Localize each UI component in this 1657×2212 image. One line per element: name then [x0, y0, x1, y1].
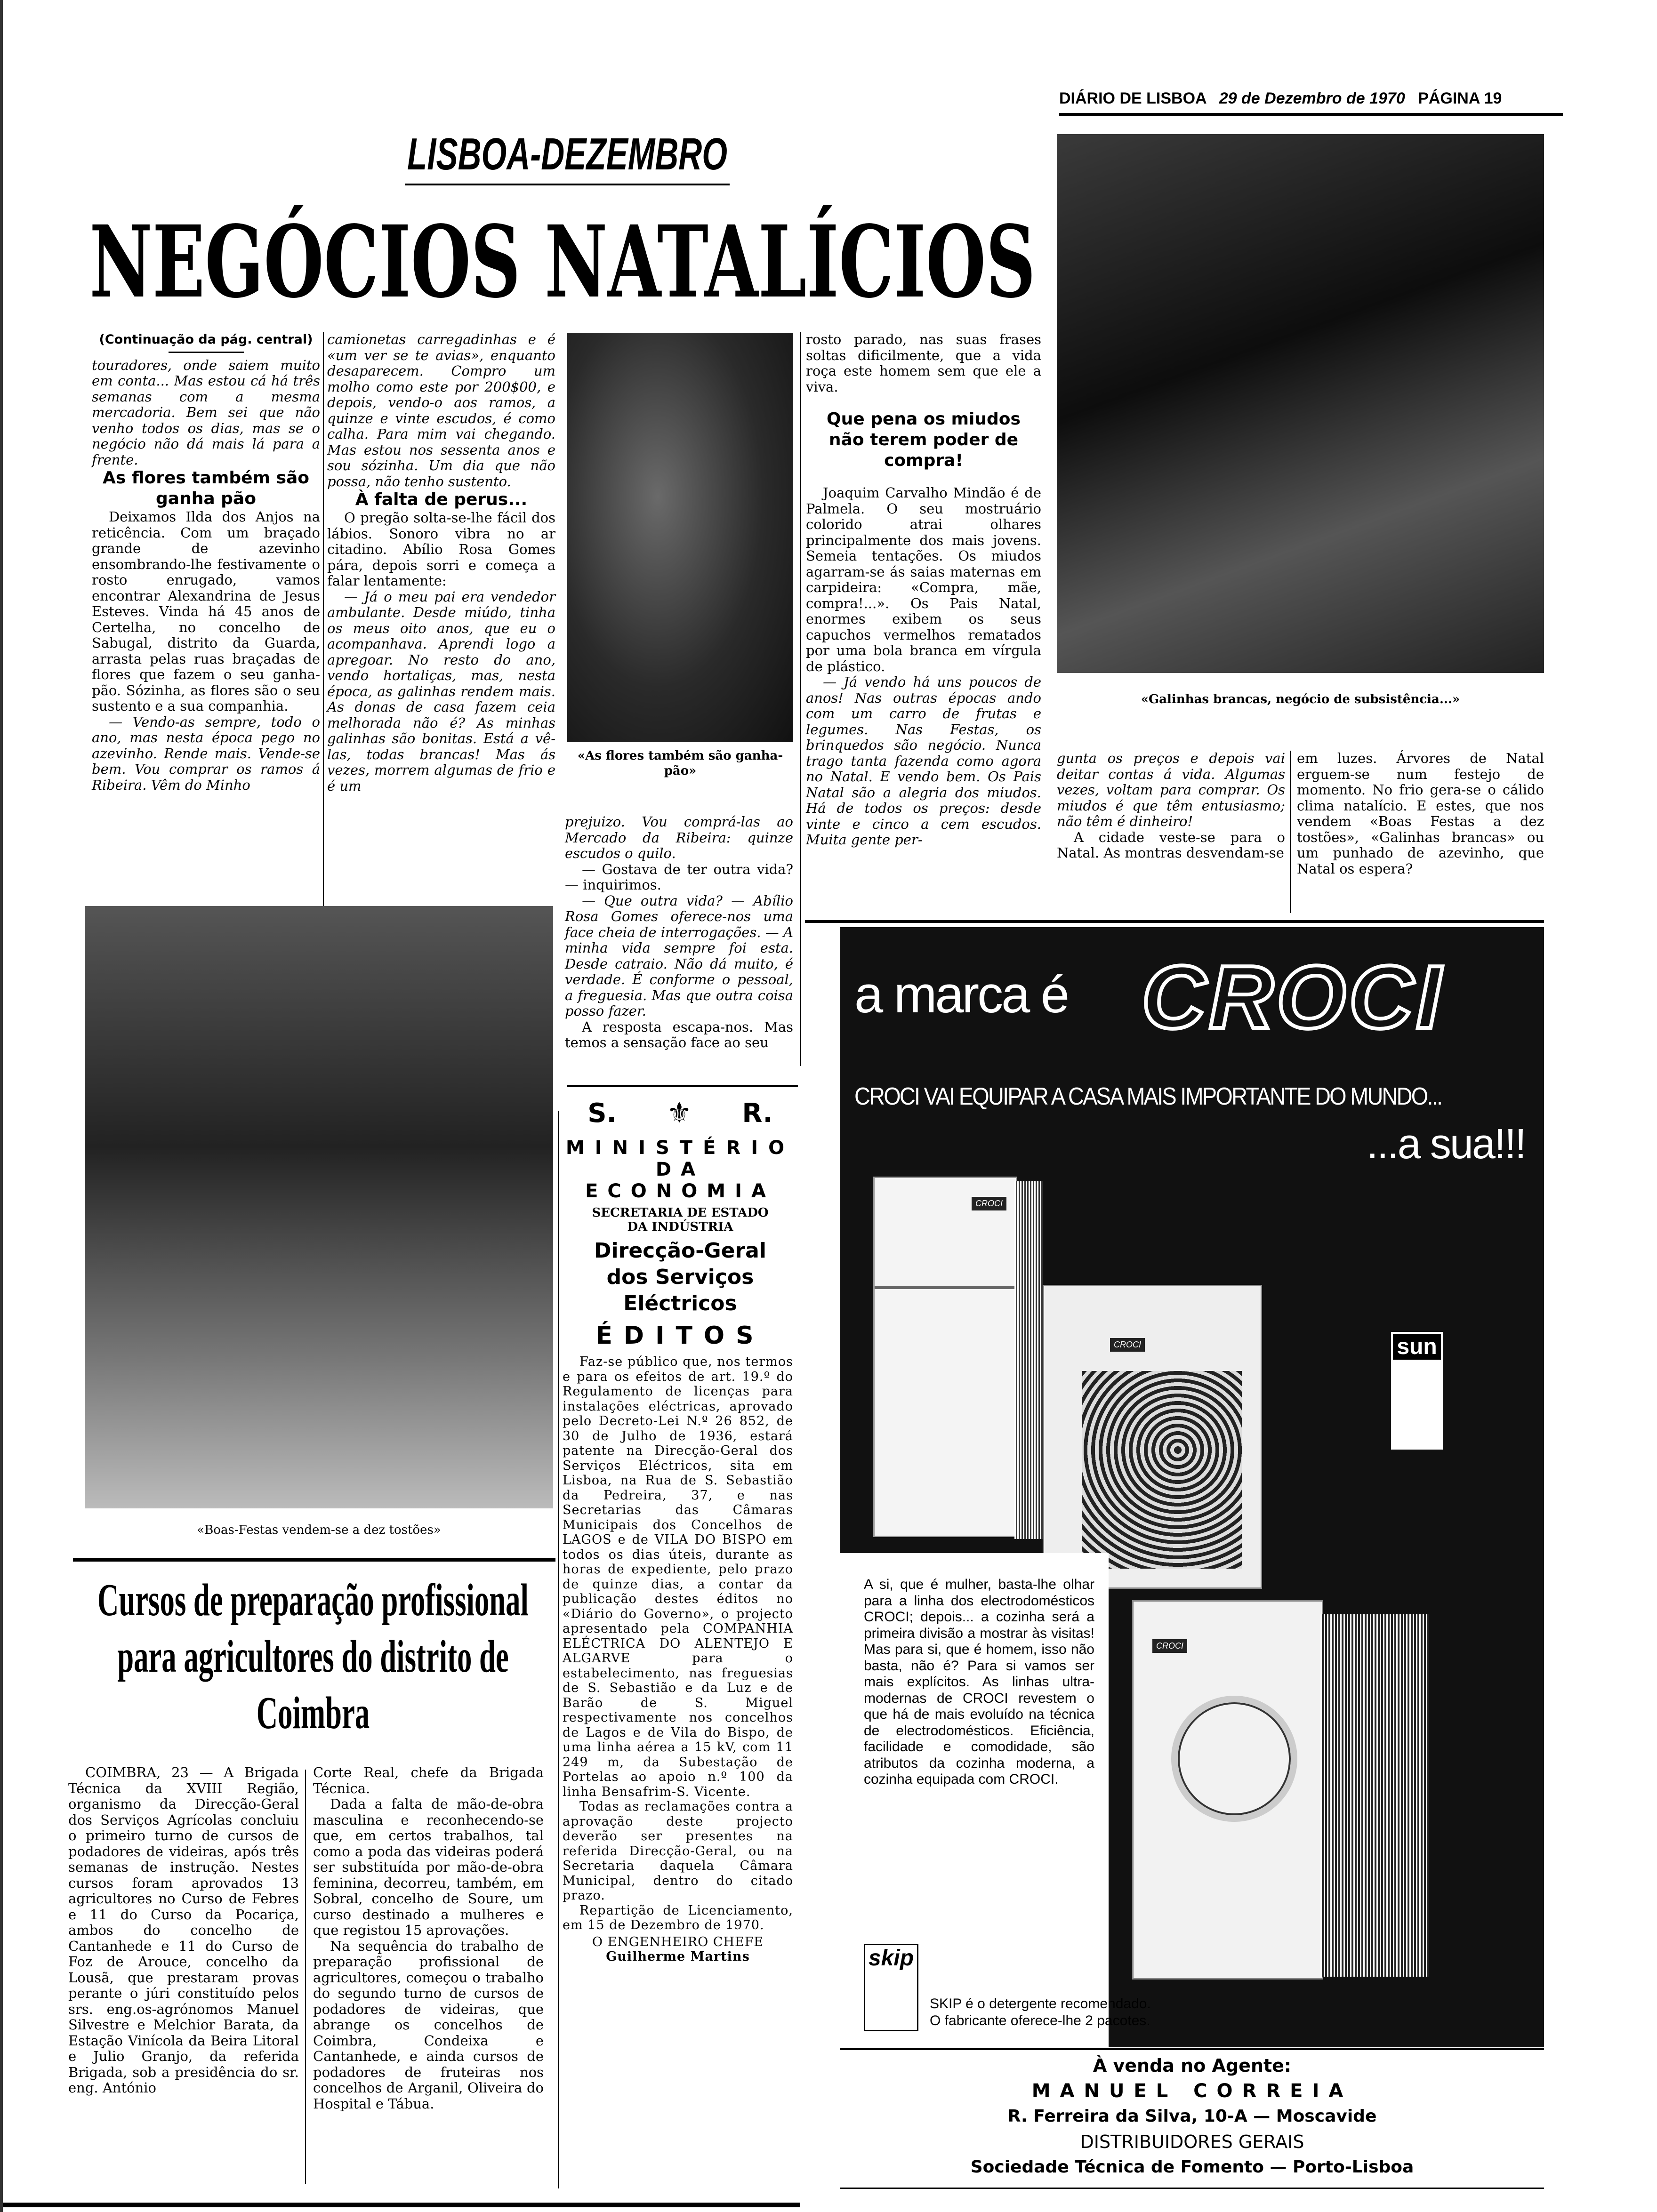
paper-name: DIÁRIO DE LISBOA: [1059, 89, 1207, 107]
paragraph: camionetas carregadinhas e é «um ver se te avias», enquanto desaparecem. Compro um molho como este por 200$00, e depois, vendo-o aos ramos, a quinze e vinte escudos, é como calha. Para mim vai chegando. Mas estou nos sessenta anos e sou sózinha. Um dia que não possa, não tenho sustento.: [327, 331, 555, 489]
ad-body-text: A si, que é mulher, basta-lhe olhar para a linha dos electrodomésticos CROCI; depois... a cozinha será a primeira divisão a mostrar às visitas! Mas para si, que é homem, isso não basta, não é? Para si vamos ser mais explícitos. As linhas ultra-modernas de CROCI revestem o que há de mais evoluído na técnica de electrodomésticos. Eficiência, facilidade e comodidade, são atributos da cozinha moderna, a cozinha equipada com CROCI.: [864, 1577, 1094, 1787]
paragraph: touradores, onde saiem muito em conta... Mas estou cá há três semanas com a mesma mercadoria. Bem sei que não venho todos os dias, mas se o negócio não dá mais lá para a frente.: [92, 357, 320, 468]
paragraph: Faz-se público que, nos termos e para os efeitos de art. 19.º do Regulamento de licenças para instalações eléctricas, aprovado pelo Decreto-Lei N.º 26 852, de 30 de Julho de 1936, estará patente na Direcção-Geral dos Serviços Eléctricos, sita em Lisboa, na Rua de S. Sebastião da Pedreira, 37, e nas Secretarias das Câmaras Municipais dos Concelhos de LAGOS e de VILA DO BISPO em todos os dias úteis, durante as horas de expediente, pelo prazo de quinze dias, a contar da publicação destes éditos no «Diário do Governo», o projecto apresentado pela COMPANHIA ELÉCTRICA DO ALENTEJO E ALGARVE para o estabelecimento, nas freguesias de S. Sebastião e da Luz e de Barão de S. Miguel respectivamente nos concelhos de Lagos e de Vila do Bispo, de uma linha aérea a 15 kV, com 11 249 m, da Subestação de Portelas ao apoio n.º 100 da linha Bensafrim-S. Vicente.: [563, 1354, 793, 1799]
column-divider: [305, 1770, 306, 2184]
paragraph: — Gostava de ter outra vida? — inquirimos.: [565, 861, 793, 893]
skip-text-1: SKIP é o detergente recomendado.: [930, 1996, 1151, 2012]
croci-advertisement: [840, 927, 1544, 2047]
edital-body: [563, 1354, 793, 2202]
dishwasher-label: CROCI: [1110, 1338, 1145, 1352]
coat-of-arms-icon: ⚜: [667, 1097, 692, 1130]
paragraph: gunta os preços e depois vai deitar contas á vida. Algumas vezes, voltam para comprar. Os miudos é que têm entusiasmo; não têm é dinheiro!: [1057, 750, 1285, 829]
washer-label: CROCI: [1152, 1639, 1187, 1653]
paragraph: — Vendo-as sempre, todo o ano, mas nesta época pego no azevinho. Rende mais. Vende-se bem. Vou comprar os ramos á Ribeira. Vêm do Minho: [92, 713, 320, 793]
masthead: [1059, 89, 1563, 116]
paragraph: O pregão solta-se-lhe fácil dos lábios. Sonoro vibra no ar citadino. Abílio Rosa Gomes pára, depois sorri e começa a falar lentamente:: [327, 510, 555, 589]
article-column-3: [565, 814, 793, 1068]
paragraph: Todas as reclamações contra a aprovação deste projecto deverão ser presentes na referida Direcção-Geral, ou na Secretaria daquela Câmara Municipal, dentro do citado prazo.: [563, 1799, 793, 1903]
fridge-label: CROCI: [972, 1197, 1006, 1210]
cursos-column-1: [68, 1765, 299, 2188]
direccao-geral: Direcção-Geral dos Serviços Eléctricos: [594, 1239, 766, 1315]
column-divider: [558, 1111, 559, 2188]
fridge-side: [1014, 1181, 1043, 1539]
paragraph: prejuizo. Vou comprá-las ao Mercado da Ribeira: quinze escudos o quilo.: [565, 814, 793, 861]
continuation-note: (Continuação da pág. central): [99, 332, 313, 347]
ad-agent-block: [840, 2053, 1544, 2180]
washer-side: [1320, 1614, 1429, 1977]
paragraph: — Que outra vida? — Abílio Rosa Gomes oferece-nos uma face cheia de interrogações. — A minha vida sempre foi esta. Desde catraio. Não dá muito, é verdade. É conforme o pessoal, a freguesia. Mas que outra coisa posso fazer.: [565, 892, 793, 1019]
subheading: As flores também são ganha pão: [102, 468, 310, 508]
paragraph: Na sequência do trabalho de preparação profissional de agricultores, começou o trabalho do segundo turno de cursos de podadores de videiras, que abrange os concelhos de Coimbra, Condeixa e Cantanhede, e ainda cursos de podadores de fruteiras nos concelhos de Arganil, Oliveira do Hospital e Tábua.: [313, 1938, 544, 2112]
distributors-name: Sociedade Técnica de Fomento — Porto-Lisboa: [970, 2157, 1414, 2177]
photo-chicken-seller: [1057, 134, 1544, 673]
distributors-label: DISTRIBUIDORES GERAIS: [1080, 2132, 1304, 2152]
scan-left-edge: [0, 0, 3, 2212]
ministry-line-2: DA ECONOMIA: [585, 1159, 775, 1202]
paragraph: Dada a falta de mão-de-obra masculina e reconhecendo-se que, em certos trabalhos, tal como a poda das videiras poderá ser substituída por mão-de-obra feminina, decorreu, também, em Sobral, concelho de Soure, um curso destinado a mulheres e que registou 15 aprovações.: [313, 1796, 544, 1938]
dishwasher-rack: [1082, 1371, 1242, 1569]
paragraph: — Já o meu pai era vendedor ambulante. Desde miúdo, tinha os meus oito anos, que eu o acompanhava. Aprendi logo a apregoar. No resto do ano, vendo hortaliças, mas, nesta época, as galinhas rendem mais. As donas de casa fazem ceia melhorada não é? As minhas galinhas são bonitas. Está a vê-las, todas brancas! Mas ás vezes, morrem algumas de frio e é um: [327, 588, 555, 794]
paragraph: COIMBRA, 23 — A Brigada Técnica da XVIII Região, organismo da Direcção-Geral dos Serviços Agrícolas concluiu o primeiro turno de cursos de podadores de videiras, após três semanas de instrução. Nestes cursos foram aprovados 13 agricultores no Curso de Febres e 11 do Curso da Pocariça, ambos do concelho de Cantanhede e 11 do Curso de Foz de Arouce, concelho da Lousã, que prestaram provas perante o júri constituído pelos srs. eng.os-agrónomos Manuel Silvestre e Melchior Barata, da Estação Vinícola da Beira Litoral e Julio Granjo, da referida Brigada, sob a presidência do sr. eng. António: [68, 1764, 299, 2096]
divider: [169, 352, 244, 353]
page-label: PÁGINA: [1418, 89, 1480, 107]
column-divider: [1290, 751, 1291, 913]
article-column-5: [1057, 751, 1285, 915]
cursos-headline: Cursos de preparação profissional para agricultores do distrito de Coimbra: [97, 1575, 529, 1739]
ad-tagline: CROCI VAI EQUIPAR A CASA MAIS IMPORTANTE DO MUNDO...: [854, 1083, 1442, 1110]
issue-date: 29 de Dezembro de 1970: [1219, 89, 1405, 107]
signature-title: O ENGENHEIRO CHEFE: [592, 1934, 764, 1949]
sr-left: S.: [587, 1098, 617, 1129]
signature-name: Guilherme Martins: [606, 1949, 750, 1964]
edital-notice: [563, 1092, 798, 2202]
photo-boas-festas-sellers: [85, 906, 553, 1508]
sun-label: sun: [1393, 1334, 1441, 1360]
column-divider: [800, 332, 801, 1066]
skip-text: [930, 1996, 1151, 2029]
ad-rule: [840, 2188, 1544, 2189]
skip-label: skip: [868, 1946, 914, 1971]
republic-header: [563, 1092, 798, 1134]
dishwasher-image: [1043, 1285, 1262, 1589]
photo-caption: «Boas-Festas vendem-se a dez tostões»: [197, 1523, 441, 1537]
subheading: Que pena os miudos não terem poder de compra!: [827, 409, 1021, 470]
headline: NEGÓCIOS NATALÍCIOS: [89, 204, 1036, 320]
agent-name: MANUEL CORREIA: [1031, 2080, 1353, 2102]
paragraph: Deixamos Ilda dos Anjos na reticência. Com um braçado grande de azevinho ensombrando-lhe festivamente o rosto enrugado, vamos encontrar Alexandrina de Jesus Esteves. Vinda há 45 anos de Certelha, no concelho de Sabugal, distrito da Guarda, arrasta pelas ruas braçadas de flores que fazem o seu ganha-pão. Sózinha, as flores são o seu sustento e a sua companhia.: [92, 509, 320, 714]
agent-intro: À venda no Agente:: [1093, 2055, 1292, 2076]
section-title-wrap: [405, 125, 730, 179]
photo-flower-seller: [567, 333, 793, 742]
fridge-freezer-door: [875, 1178, 1016, 1289]
paragraph: A resposta escapa-nos. Mas temos a sensação face ao seu: [565, 1018, 793, 1050]
paragraph: Repartição de Licenciamento, em 15 de Dezembro de 1970.: [563, 1903, 793, 1932]
subheading: À falta de perus...: [355, 490, 528, 509]
article-column-6: [1297, 751, 1544, 915]
agent-address: R. Ferreira da Silva, 10-A — Moscavide: [1007, 2107, 1377, 2126]
sun-detergent-box: [1391, 1332, 1443, 1450]
photo-caption: «Galinhas brancas, negócio de subsistência...»: [1141, 692, 1460, 706]
paragraph: — Já vendo há uns poucos de anos! Nas outras épocas ando com um carro de frutas e legumes. Nas Festas, os brinquedos são negócio. Nunca trago tanta fazenda como agora no Natal. E vendo bem. Os Pais Natal são a alegria dos miudos. Há de todos os preços: desde vinte e cinco a cem escudos. Muita gente per-: [806, 674, 1041, 848]
section-rule: [567, 1085, 798, 1087]
ad-tagline-2: ...a sua!!!: [1366, 1121, 1525, 1168]
section-title: LISBOA-DEZEMBRO: [407, 129, 727, 179]
bottom-rule: [0, 2203, 800, 2207]
washer-door: [1171, 1696, 1297, 1822]
section-underline: [405, 184, 730, 185]
paragraph: Joaquim Carvalho Mindão é de Palmela. O seu mostruário colorido atrai olhares principalmente dos mais jovens. Semeia tentações. Os miudos agarram-se ás saias maternas em carpideira: «Compra, mãe, compra!...». Os Pais Natal, enormes exibem os seus capuchos vermelhos rematados por uma bola branca em vírgula de plástico.: [806, 485, 1041, 674]
skip-text-2: O fabricante oferece-lhe 2 pacotes.: [930, 2013, 1150, 2028]
washing-machine-image: [1132, 1600, 1323, 1980]
skip-detergent-box: [864, 1944, 918, 2031]
ad-lead: a marca é: [854, 966, 1068, 1024]
cursos-column-2: [313, 1765, 544, 2188]
ad-rule: [840, 2048, 1544, 2050]
section-rule: [73, 1558, 555, 1562]
section-rule: [805, 920, 1544, 923]
paragraph: A cidade veste-se para o Natal. As montras desvendam-se: [1057, 829, 1285, 861]
secretaria: SECRETARIA DE ESTADO DA INDÚSTRIA: [592, 1206, 769, 1234]
page-number: 19: [1484, 89, 1502, 107]
sr-right: R.: [742, 1098, 773, 1129]
paragraph: Corte Real, chefe da Brigada Técnica.: [313, 1764, 544, 1796]
editos-title: ÉDITOS: [595, 1322, 765, 1350]
photo-caption: «As flores também são ganha-pão»: [577, 749, 783, 778]
refrigerator-image: [873, 1177, 1017, 1537]
ministry-line-1: MINISTÉRIO: [565, 1137, 795, 1159]
paragraph: rosto parado, nas suas frases soltas dificilmente, que a vida roça este homem sem que ele a viva.: [806, 331, 1041, 395]
ad-brand-logo: CROCI: [1142, 947, 1444, 1047]
paragraph: em luzes. Árvores de Natal erguem-se num festejo de momento. No frio gera-se o cálido clima natalício. E estes, que nos vendem «Boas Festas a dez tostões», «Galinhas brancas» ou um punhado de azevinho, que Natal os espera?: [1297, 750, 1544, 877]
headline-wrap: [82, 195, 1043, 320]
